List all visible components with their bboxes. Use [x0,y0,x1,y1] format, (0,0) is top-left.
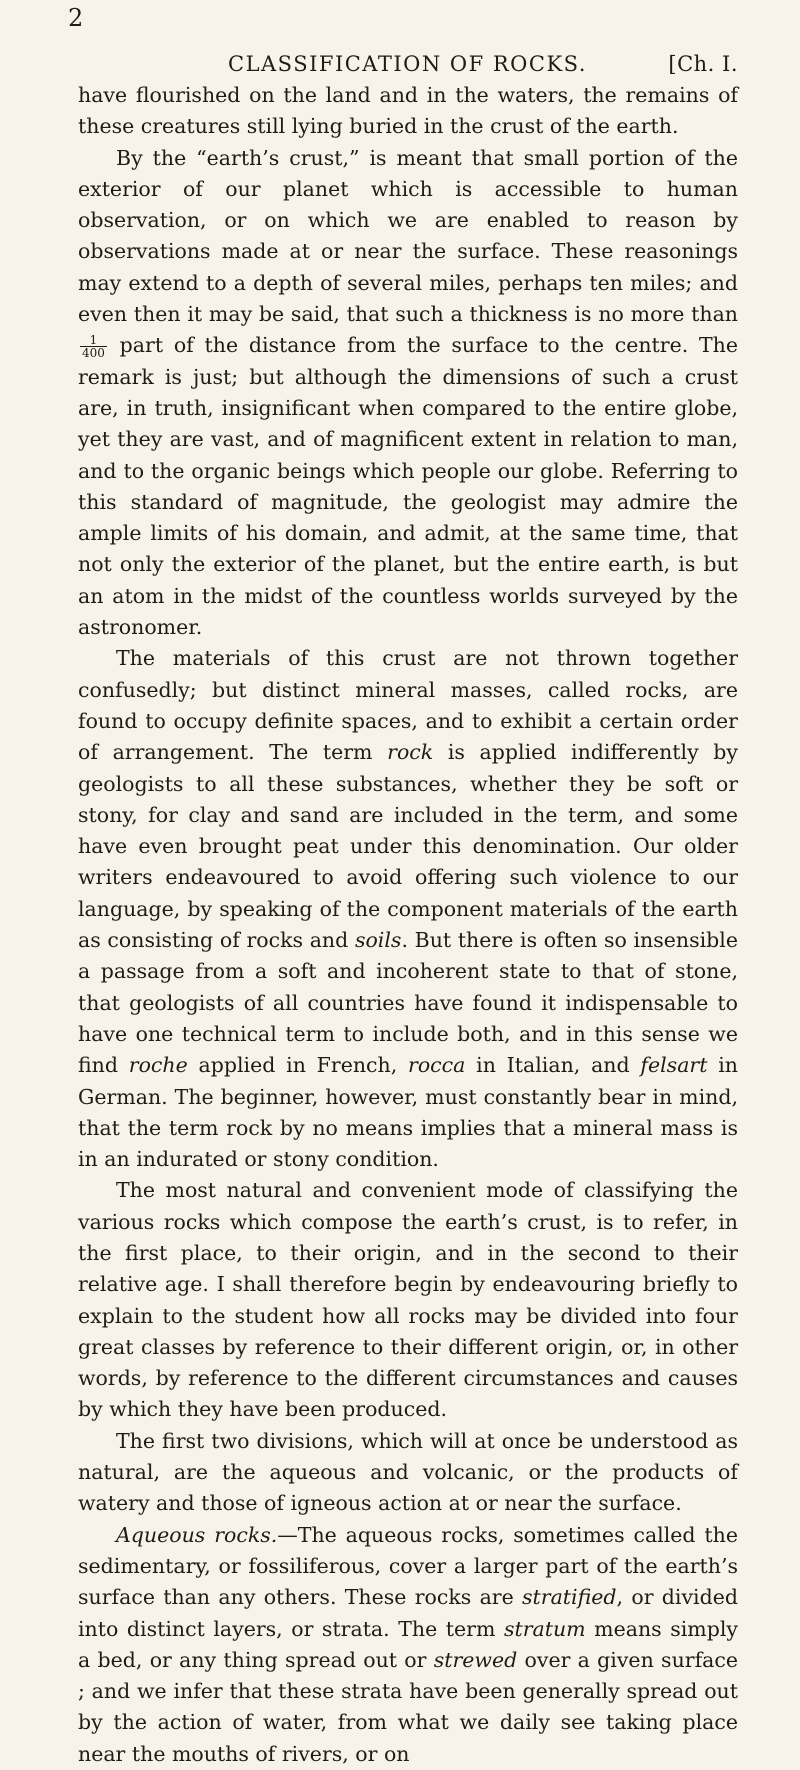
italic-term-stratified: stratified [522,1585,617,1610]
fraction [80,334,107,359]
italic-term-soils: soils [354,928,402,953]
italic-term-roche: roche [128,1053,188,1078]
italic-term-stratum: stratum [503,1616,586,1641]
paragraph-2 [78,143,738,644]
paragraph-1: have flourished on the land and in the waters, the remains of these creatures still lying buried in the crust of the earth. [78,83,738,139]
paragraph-6 [78,1520,738,1770]
paragraph-3-text-c: . But there is often so insensible a passage from a soft and incoherent state to that of stone, that geologists of all countries have found it indispensable to have one technical term to include both, and in this sense we find [78,928,738,1078]
paragraph-3 [78,643,738,1175]
paragraph-3-text-d: applied in French, [187,1053,409,1078]
paragraph-3-text-b: is applied indifferently by geologists to all these substances, whether they be soft or stony, for clay and sand are included in the term, and some have even brought peat under this denomination. Our older writers endeavoured to avoid offering such violence to our language, by speaking of the component materials of the earth as consisting of rocks and [78,740,739,953]
paragraph-6-text-d: over a given surface ; and we infer that these strata have been generally spread out by the action of water, from what we daily see taking place near the mouths of rivers, or on [78,1647,739,1766]
page-number: 2 [68,4,84,32]
italic-term-strewed: strewed [433,1647,518,1672]
paragraph-3-text-a: The materials of this crust are not thrown together confusedly; but distinct mineral masses, called rocks, are found to occupy definite spaces, and to exhibit a certain order of arrangement. The term [78,646,738,765]
paragraph-6-text-c: means simply a bed, or any thing spread out or [78,1616,738,1672]
section-heading-aqueous-rocks: Aqueous rocks. [116,1522,278,1547]
running-head [68,0,738,80]
paragraph-4: The most natural and convenient mode of classifying the various rocks which compose the earth’s crust, is to refer, in the first place, to their origin, and in the second to their relative age. I shall therefore begin by endeavouring briefly to explain to the student how all rocks may be divided into four great classes by reference to their different origin, or, in other words, by reference to the different circumstances and causes by which they have been produced. [78,1178,738,1422]
chapter-label: [Ch. I. [668,52,738,76]
running-title: CLASSIFICATION OF ROCKS. [228,52,587,76]
paragraph-2-text-a: By the “earth’s crust,” is meant that small portion of the exterior of our planet which is accessible to human observation, or on which we are enabled to reason by observations made at or near the surface. These reasonings may extend to a depth of several miles, perhaps ten miles; and even then it may be said, that such a thickness is no more than [78,145,738,327]
italic-term-felsart: felsart [640,1053,708,1078]
paragraph-3-text-f: in German. The beginner, however, must constantly bear in mind, that the term rock by no means implies that a mineral mass is in an indurated or stony condition. [78,1053,739,1172]
fraction-numerator: 1 [80,334,107,347]
paragraph-5: The first two divisions, which will at once be understood as natural, are the aqueous and volcanic, or the products of watery and those of igneous action at or near the surface. [78,1428,738,1516]
fraction-denominator: 400 [82,346,105,361]
italic-term-rock: rock [387,740,434,765]
paragraph-3-text-e: in Italian, and [465,1053,641,1078]
paragraph-6-text-a: —The aqueous rocks, sometimes called the sedimentary, or fossiliferous, cover a larger part of the earth’s surface than any others. These rocks are [78,1522,738,1610]
italic-term-rocca: rocca [408,1053,466,1078]
paragraph-6-text-b: , or divided into distinct layers, or strata. The term [78,1585,738,1641]
paragraph-2-text-b: part of the distance from the surface to the centre. The remark is just; but although the dimensions of such a crust are, in truth, insignificant when compared to the entire globe, yet they are vast, and of magnificent extent in relation to man, and to the organic beings which people our globe. Referring to this standard of magnitude, the geologist may admire the ample limits of his domain, and admit, at the same time, that not only the exterior of the planet, but the entire earth, is but an atom in the midst of the countless worlds surveyed by the astronomer. [78,333,738,640]
body-text [78,80,738,1770]
